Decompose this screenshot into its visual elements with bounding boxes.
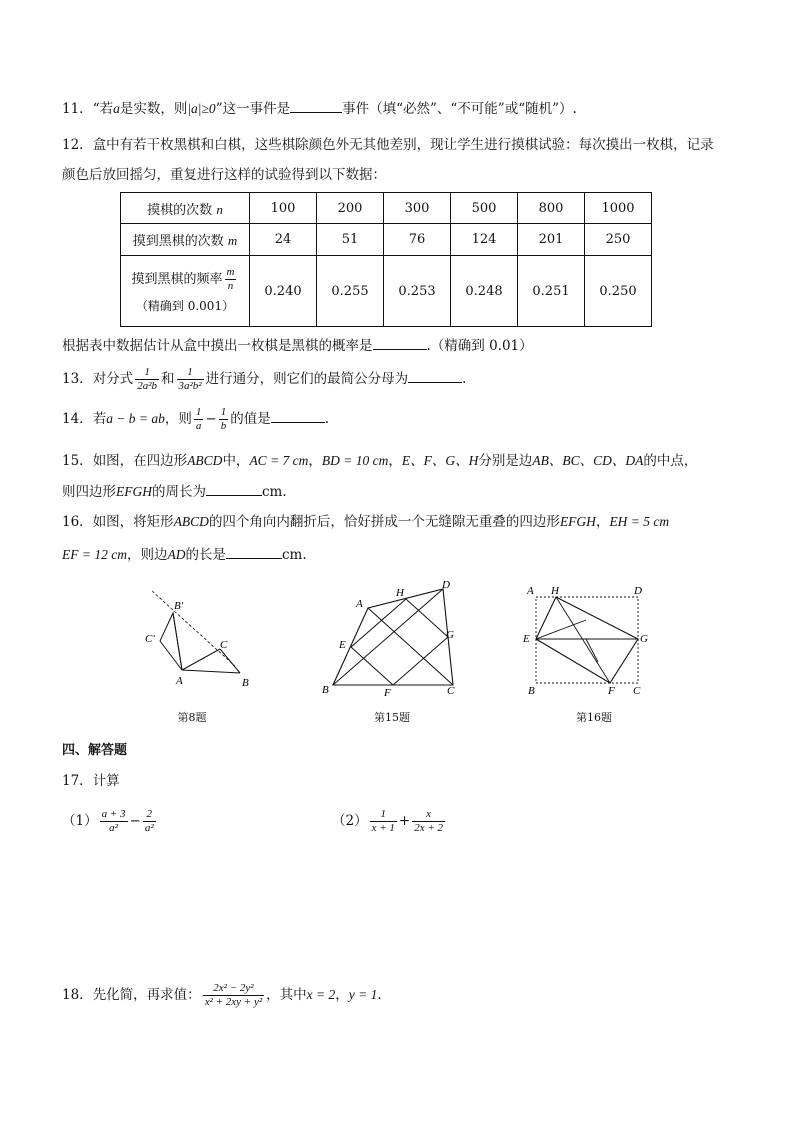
q13-fraction-2: $\frac{1}{\text{3a²b²}}$ [178,366,202,392]
label-e: E [523,633,530,645]
q14-text-1: 若 [92,411,107,427]
table-cell: 51 [317,224,384,256]
q11-text-2: 是实数，则 [119,101,188,117]
table-cell: 201 [518,224,585,256]
label-a: A [176,675,183,687]
label-f: F [608,685,615,697]
table-cell: 500 [451,193,518,224]
question-17-title [62,771,120,791]
question-16-line-1 [62,512,669,532]
q15-text: 如图，在四边形 [92,453,188,469]
q13-number: 13． [62,371,93,387]
table-cell: 76 [384,224,451,256]
q15-efgh: EFGH [116,484,152,499]
table-cell: 250 [585,224,652,256]
q15-text: 分别是边 [478,453,533,469]
question-11 [62,98,577,119]
table-row [121,224,652,256]
label-h: H [551,585,559,597]
q18-y-value: y = 1 [348,987,378,1002]
q14-number: 14． [62,411,93,427]
q11-text-3: ”这一事件是 [215,101,291,117]
question-18 [62,977,382,1013]
q17-title: 计算 [92,773,120,789]
q17-part1-label: （1） [62,813,98,829]
table-cell: 0.250 [585,256,652,327]
fold-line [152,591,235,666]
q17-number: 17． [62,773,93,789]
question-17-part-1 [62,804,158,838]
label-a: A [356,598,363,610]
q14-minus: − [205,411,217,427]
q15-text: 的中点， [643,453,698,469]
table-cell: 0.240 [250,256,317,327]
triangle-ab-prime-c-prime [160,613,182,670]
frequency-table [120,192,652,327]
table-cell: 200 [317,193,384,224]
label-b: B [528,685,535,697]
q14-equation: a − b = ab [106,411,165,426]
q12-ask-note: .（精确到 0.01） [426,338,533,354]
question-15-line-1 [62,451,697,471]
q13-text-4: . [462,371,467,387]
q18-x-value: x = 2 [306,987,336,1002]
label-h: H [396,587,404,599]
table-cell: 300 [384,193,451,224]
table-row [121,193,652,224]
q17-part1-fraction-1: $\frac{a + 3}{\text{a²}}$ [101,808,126,834]
q15-bd: BD = 10 cm [321,453,389,468]
q17-part1-operator: − [129,813,141,829]
q13-fraction-1: $\frac{1}{\text{2a²b}}$ [137,366,157,392]
label-c: C [447,685,455,697]
table-row [121,256,652,327]
q13-text-2: 和 [161,371,175,387]
quadrilateral-abcd [333,589,453,685]
figure-16 [522,580,662,700]
table-cell: 800 [518,193,585,224]
q14-fraction-2: $\frac{1}{b}$ [220,406,227,432]
q15-answer-blank[interactable] [206,481,262,496]
q15-text: 的周长为 [152,484,206,500]
label-g: G [640,633,648,645]
label-b: B [322,684,329,696]
table-cell: 100 [250,193,317,224]
q18-text-1: 先化简，再求值： [92,987,201,1003]
q15-text: 则四边形 [62,484,116,500]
q14-text-2: ，则 [164,411,192,427]
q11-answer-blank[interactable] [290,98,342,113]
q17-part1-fraction-2: $\frac{2}{\text{a²}}$ [144,808,154,834]
q16-ad: AD [167,547,186,562]
q18-number: 18． [62,987,93,1003]
q12-answer-blank[interactable] [373,335,427,350]
q17-part2-fraction-2: $\frac{x}{2x + 2}$ [414,808,444,834]
table-cell: 0.255 [317,256,384,327]
q14-text-4: . [324,411,330,427]
q16-unit: cm. [281,547,307,563]
question-15-line-2 [62,481,287,502]
q16-number: 16． [62,514,93,530]
q15-text: ， [308,453,322,469]
q16-text: 的长是 [185,547,226,563]
q13-text-1: 对分式 [92,371,134,387]
table-cell: 1000 [585,193,652,224]
q17-part2-operator: + [398,813,411,829]
q12-number: 12． [62,137,93,153]
q17-part2-fraction-1: $\frac{1}{x + 1}$ [371,808,395,834]
row2-header: 摸到黑棋的次数 m [121,224,250,256]
q12-line2: 颜色后放回摇匀，重复进行这样的试验得到以下数据： [62,167,386,183]
q11-text-1: “若 [92,101,114,117]
q16-eh: EH = 5 cm [609,514,670,529]
q15-abcd: ABCD [187,453,223,468]
label-c-prime: C′ [145,633,155,645]
label-d: D [634,585,642,597]
q14-text-3: 的值是 [230,411,271,427]
label-e: E [339,639,346,651]
q15-sides: AB、BC、CD、DA [532,453,644,468]
q12-ask-text: 根据表中数据估计从盒中摸出一枚棋是黑棋的概率是 [62,338,373,354]
label-f: F [384,687,391,699]
q16-text: 的四个角向内翻折后，恰好拼成一个无缝隙无重叠的四边形 [208,514,560,530]
section-4-heading: 四、解答题 [62,743,128,758]
q13-text-3: 进行通分，则它们的最简公分母为 [205,371,409,387]
q11-text-4: 事件（填“必然”、“不可能”或“随机”）. [342,101,577,117]
label-c: C [220,639,228,651]
table-cell: 0.253 [384,256,451,327]
question-14 [62,404,329,434]
q16-ef: EF = 12 cm [62,547,127,562]
row3-header: 摸到黑棋的频率 $\frac{m}{n}$ （精确到 0.001） [121,256,250,327]
label-d: D [442,579,450,591]
q11-abs: |a|≥0 [187,101,216,116]
label-b-prime: B′ [174,600,184,612]
table-cell: 124 [451,224,518,256]
q15-ac: AC = 7 cm [249,453,309,468]
q11-var-a: a [113,101,120,116]
q16-answer-blank[interactable] [226,544,282,559]
row1-header: 摸棋的次数 n [121,193,250,224]
label-a: A [527,585,534,597]
figure-8-caption: 第8题 [177,711,207,724]
q14-answer-blank[interactable] [271,408,325,423]
question-12-line-2 [62,165,386,185]
q18-text-2: ，其中 [266,987,307,1003]
q16-efgh: EFGH [559,514,596,529]
label-c: C [633,685,641,697]
figure-15 [318,577,468,702]
table-cell: 0.248 [451,256,518,327]
table-cell: 24 [250,224,317,256]
q11-number: 11． [62,101,93,117]
q16-abcd: ABCD [173,514,209,529]
q18-end: . [377,987,382,1003]
q17-part2-label: （2） [332,813,368,829]
q16-text: ， [595,514,610,530]
q15-unit: cm. [262,484,287,500]
question-13 [62,364,466,394]
q13-answer-blank[interactable] [408,368,462,383]
question-12-ask [62,335,533,356]
q14-fraction-1: $\frac{1}{a}$ [195,406,202,432]
q12-line1: 盒中有若干枚黑棋和白棋，这些棋除颜色外无其他差别，现让学生进行摸棋试验：每次摸出一枚棋，记录 [92,137,714,153]
q16-text: ，则边 [126,547,168,563]
q18-fraction: $\frac{\text{2x² − 2y²}}{\text{x² + 2xy + y²}}$ [204,982,263,1008]
question-17-part-2 [332,804,447,838]
q18-comma: ， [335,987,349,1003]
q15-text: ， [388,453,402,469]
figure-15-caption: 第15题 [374,711,410,724]
q15-points: E、F、G、H [401,453,479,468]
q15-text: 中， [222,453,250,469]
quadrilateral-efgh [351,599,448,685]
table-cell: 0.251 [518,256,585,327]
q15-number: 15． [62,453,93,469]
figure-8 [140,585,270,700]
question-16-line-2 [62,544,307,565]
label-g: G [446,629,454,641]
q16-text: 如图，将矩形 [92,514,174,530]
figure-16-caption: 第16题 [576,711,612,724]
question-12-line-1 [62,135,714,155]
label-b: B [242,677,249,689]
